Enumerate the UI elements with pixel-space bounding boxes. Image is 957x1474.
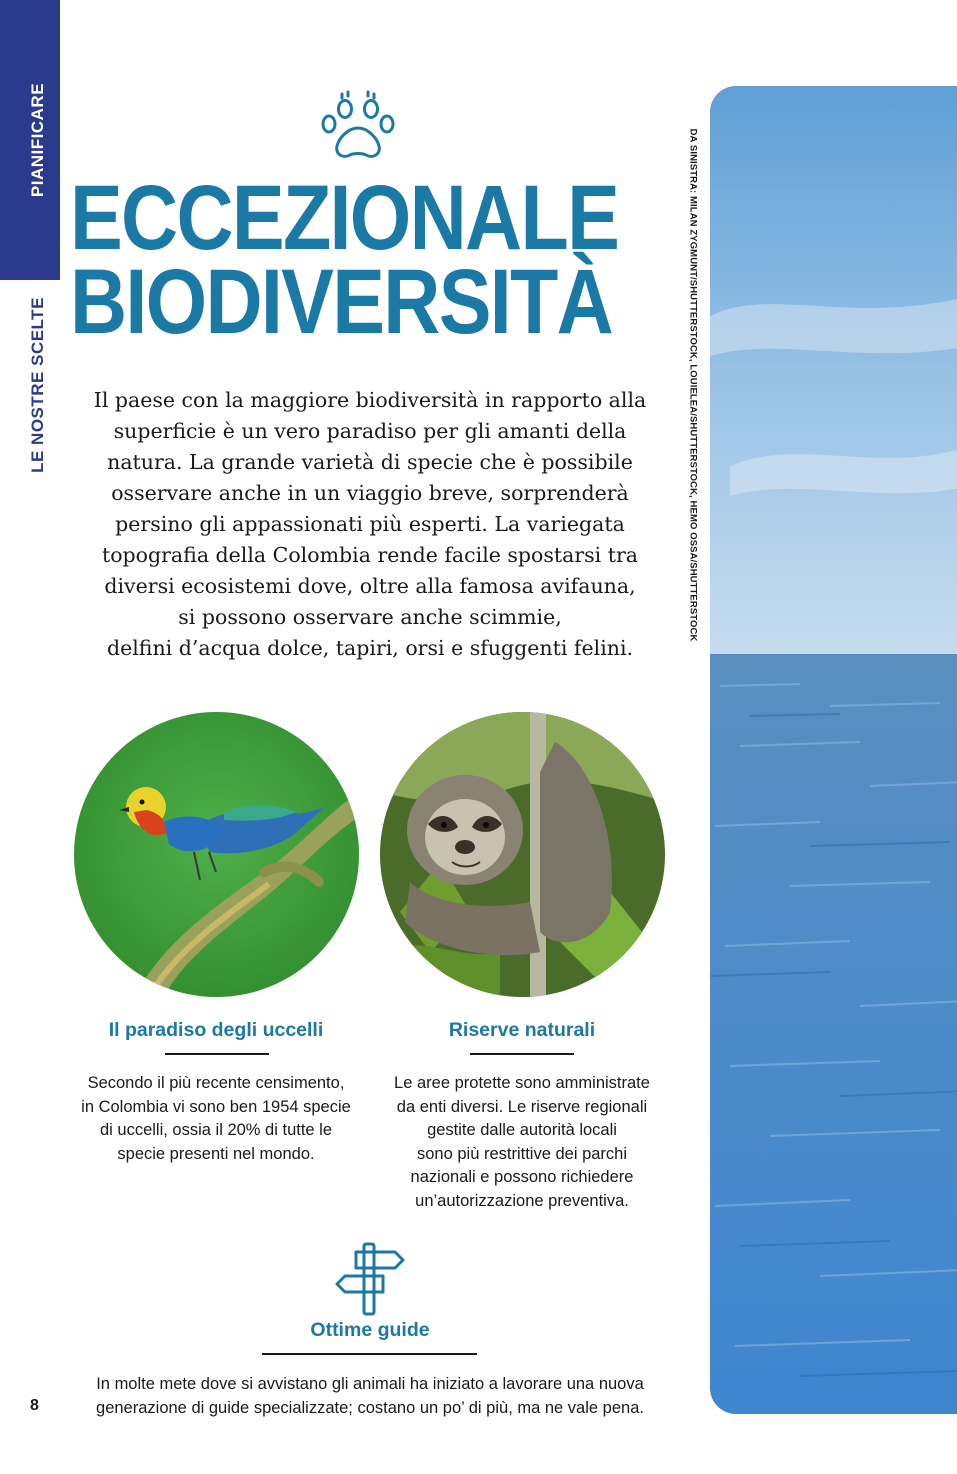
guides-text [75, 1373, 665, 1420]
feature-line: di uccelli, ossia il 20% di tutte le [99, 1121, 333, 1139]
intro-line: superficie è un vero paradiso per gli amanti della [113, 419, 627, 443]
intro-line: Il paese con la maggiore biodiversità in rapporto alla [93, 388, 647, 412]
intro-line: delfini d’acqua dolce, tapiri, orsi e sfuggenti felini. [106, 636, 634, 660]
intro-line: persino gli appassionati più esperti. La variegata [115, 512, 625, 536]
guides-line: In molte mete dove si avvistano gli animali ha iniziato a lavorare una nuova [96, 1375, 644, 1393]
intro-line: topografia della Colombia rende facile spostarsi tra [101, 543, 639, 567]
signpost-icon [333, 1240, 407, 1316]
feature-title-reserves: Riserve naturali [448, 1019, 596, 1041]
feature-divider [470, 1053, 574, 1055]
sidebar-tab [0, 0, 60, 280]
feature-line: sono più restrittive dei parchi [416, 1144, 628, 1163]
photo-credit: DA SINISTRA: MILAN ZYGMUNT/SHUTTERSTOCK, LOUIELEA/SHUTTERSTOCK, HEMO OSSA/SHUTTERSTOCK [687, 128, 699, 642]
feature-text-reserves [372, 1072, 672, 1213]
chapter-label: LE NOSTRE SCELTE [28, 297, 47, 473]
feature-text-birds [66, 1072, 366, 1166]
intro-line: diversi ecosistemi dove, oltre alla famosa avifauna, [104, 574, 636, 598]
feature-line: nazionali e possono richiedere [410, 1168, 634, 1186]
paw-print-icon [318, 86, 398, 166]
guides-line: generazione di guide specializzate; costano un po’ di più, ma ne vale pena. [96, 1398, 644, 1417]
feature-title-birds: Il paradiso degli uccelli [108, 1019, 324, 1041]
feature-divider [165, 1053, 269, 1055]
intro-line: natura. La grande varietà di specie che è possibile [107, 450, 633, 474]
feature-line: gestite dalle autorità locali [427, 1121, 617, 1139]
intro-line: osservare anche in un viaggio breve, sorprenderà [111, 481, 629, 505]
feature-line: da enti diversi. Le riserve regionali [396, 1097, 648, 1116]
title-line-2: BIODIVERSITÀ [70, 251, 613, 353]
sloth-photo [380, 712, 665, 997]
bird-photo [74, 712, 359, 997]
feature-line: un’autorizzazione preventiva. [415, 1191, 629, 1210]
feature-line: in Colombia vi sono ben 1954 specie [81, 1097, 351, 1116]
guides-title: Ottime guide [310, 1319, 430, 1341]
page-number: 8 [30, 1397, 39, 1414]
feature-line: Secondo il più recente censimento, [87, 1074, 345, 1092]
feature-line: specie presenti nel mondo. [117, 1144, 315, 1163]
sea-photo [710, 86, 957, 1414]
intro-line: si possono osservare anche scimmie, [178, 605, 562, 629]
section-label: PIANIFICARE [28, 82, 47, 198]
feature-line: Le aree protette sono amministrate [394, 1074, 650, 1092]
guides-divider [262, 1353, 477, 1355]
intro-paragraph [70, 385, 670, 664]
title-line-1: ECCEZIONALE [70, 167, 619, 269]
page-title [70, 167, 619, 353]
